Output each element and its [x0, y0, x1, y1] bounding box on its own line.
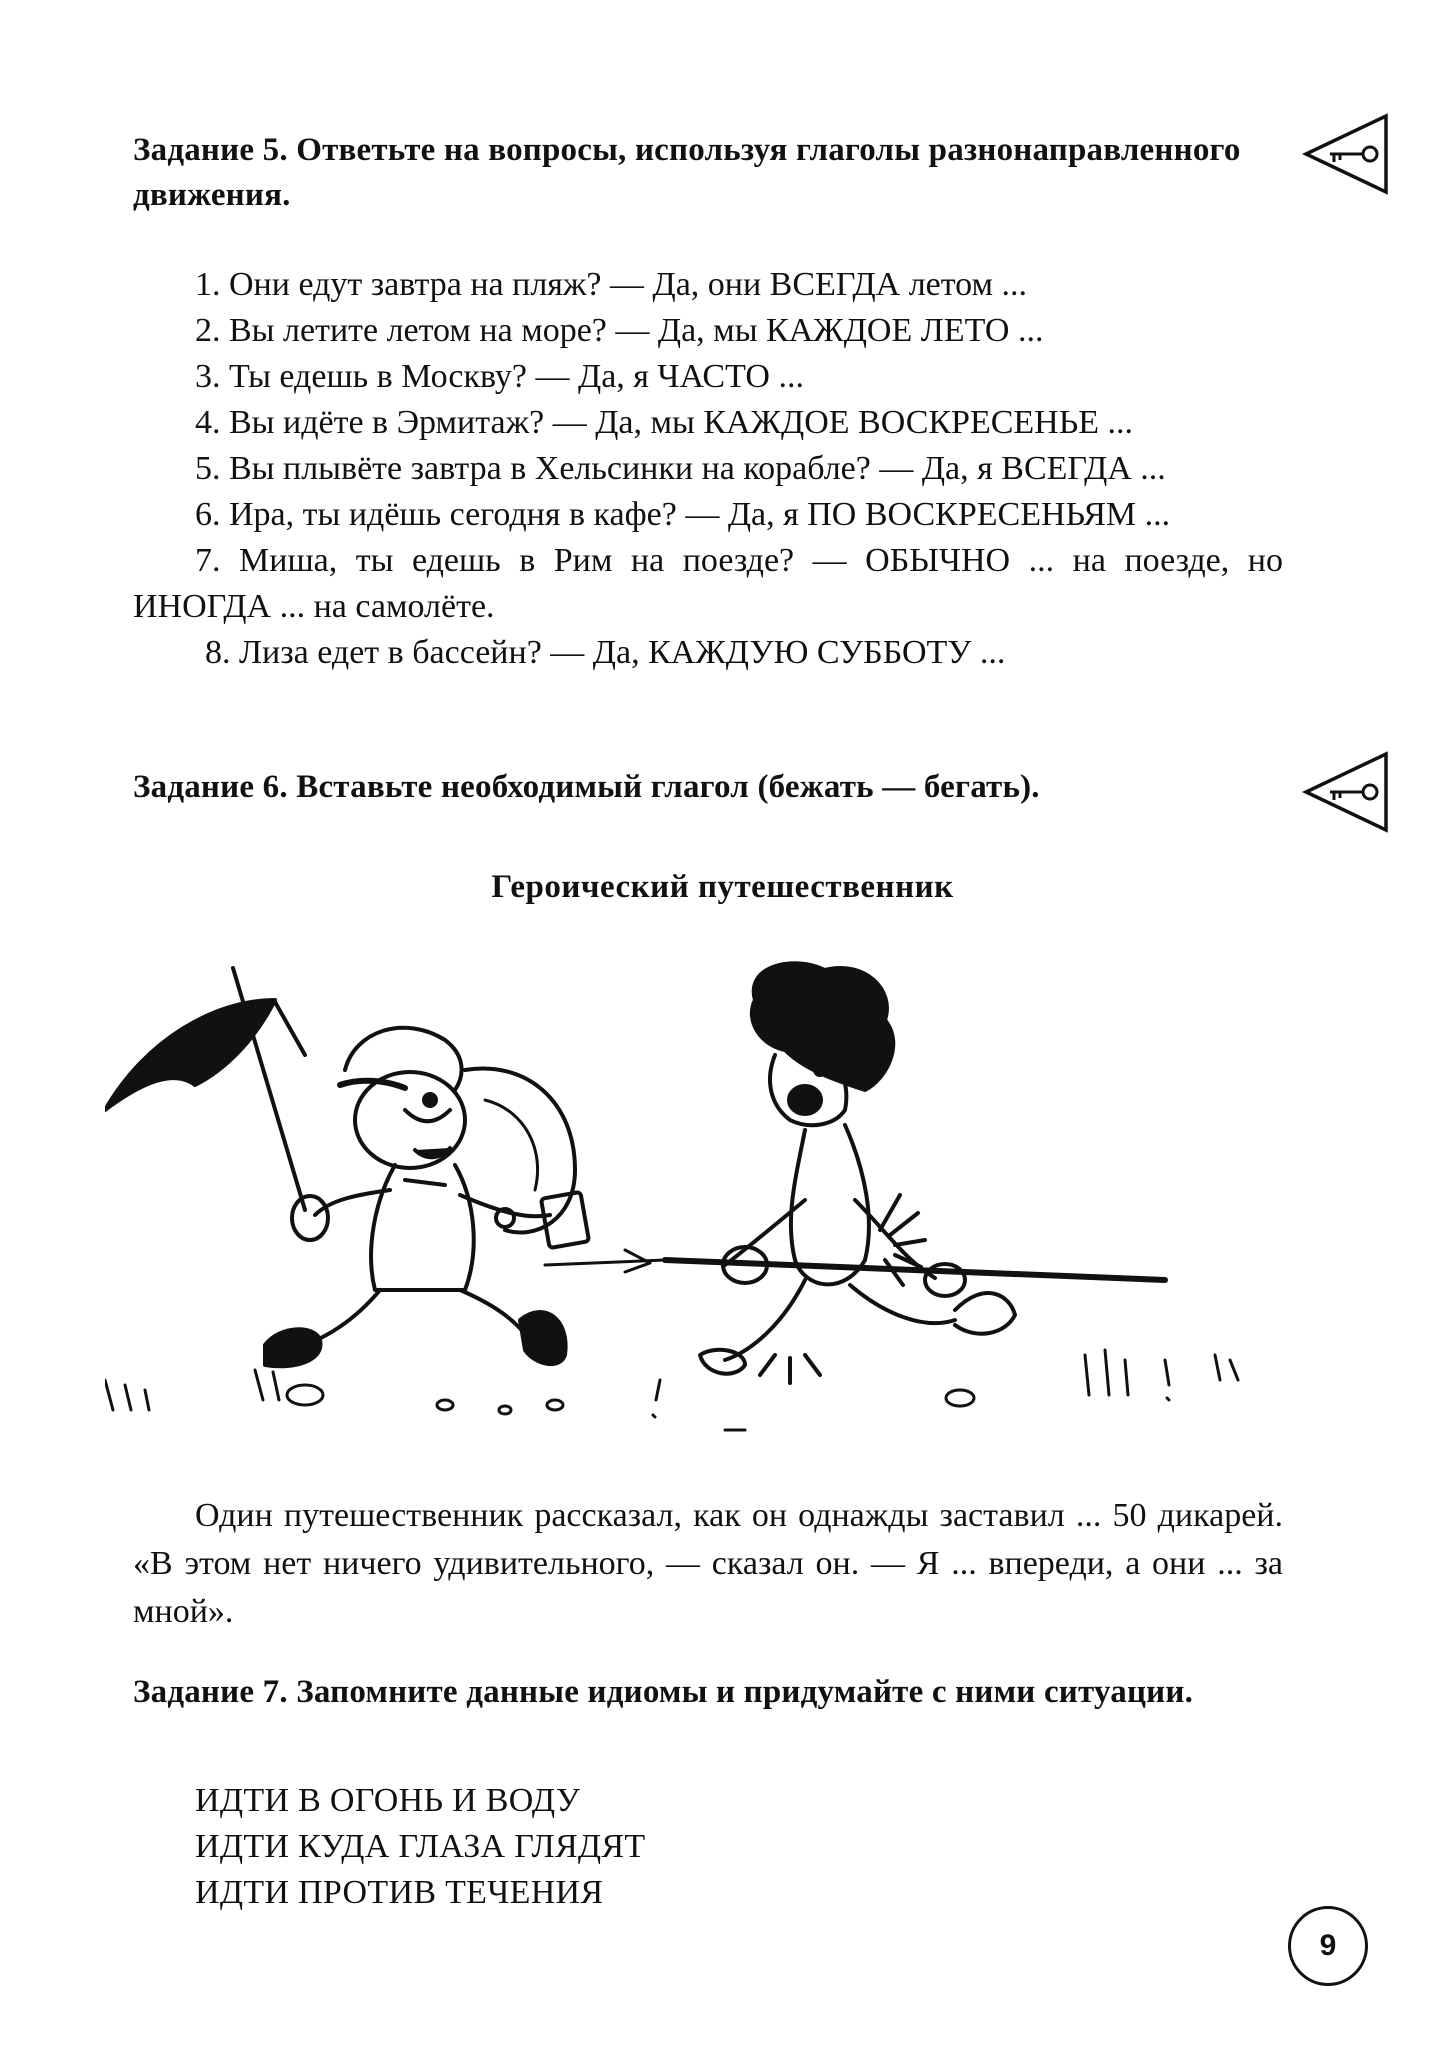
story-title: Героический путешественник [491, 869, 954, 905]
list-item: 1. Они едут завтра на пляж? — Да, они ВСЕГДА летом ... [195, 266, 1028, 303]
task-5-instruction: Ответьте на вопросы, используя глаголы разнонаправленного движения. [133, 132, 1241, 213]
task-7-label: Задание 7. [133, 1674, 288, 1710]
list-item: 6. Ира, ты идёшь сегодня в кафе? — Да, я ПО ВОСКРЕСЕНЬЯМ ... [195, 496, 1171, 533]
key-triangle-icon [1300, 750, 1392, 834]
running-travelers-illustration [105, 960, 1295, 1450]
task-6-instruction: Вставьте необходимый глагол (бежать — бегать). [296, 769, 1040, 805]
list-item: 7. Миша, ты едешь в Рим на поезде? — ОБЫЧНО ... на поезде, но ИНОГДА ... на самолёте. [133, 542, 1283, 625]
task-7-instruction: Запомните данные идиомы и придумайте с ними ситуации. [296, 1674, 1194, 1710]
list-item: 5. Вы плывёте завтра в Хельсинки на корабле? — Да, я ВСЕГДА ... [195, 450, 1166, 487]
list-item: 3. Ты едешь в Москву? — Да, я ЧАСТО ... [195, 358, 804, 395]
task-5-label: Задание 5. [133, 132, 288, 168]
task-5-questions [133, 262, 1283, 676]
story-text: Один путешественник рассказал, как он однажды заставил ... 50 дикарей. «В этом нет ничего удивительного, — сказал он. — Я ... впереди, а они ... за мной». [133, 1497, 1283, 1630]
task-6-label: Задание 6. [133, 769, 288, 805]
list-item: 4. Вы идёте в Эрмитаж? — Да, мы КАЖДОЕ ВОСКРЕСЕНЬЕ ... [195, 404, 1134, 441]
task-6-heading [133, 765, 1283, 810]
list-item: ИДТИ В ОГОНЬ И ВОДУ [195, 1782, 581, 1819]
task-5-heading [133, 128, 1283, 218]
list-item: ИДТИ КУДА ГЛАЗА ГЛЯДЯТ [195, 1828, 646, 1865]
key-triangle-icon [1300, 112, 1392, 196]
list-item: ИДТИ ПРОТИВ ТЕЧЕНИЯ [195, 1874, 604, 1911]
page-number: 9 [1288, 1906, 1368, 1986]
list-item: 8. Лиза едет в бассейн? — Да, КАЖДУЮ СУББОТУ ... [205, 634, 1006, 671]
task-7-heading [133, 1670, 1283, 1715]
idiom-list [195, 1778, 1195, 1916]
list-item: 2. Вы летите летом на море? — Да, мы КАЖДОЕ ЛЕТО ... [195, 312, 1044, 349]
